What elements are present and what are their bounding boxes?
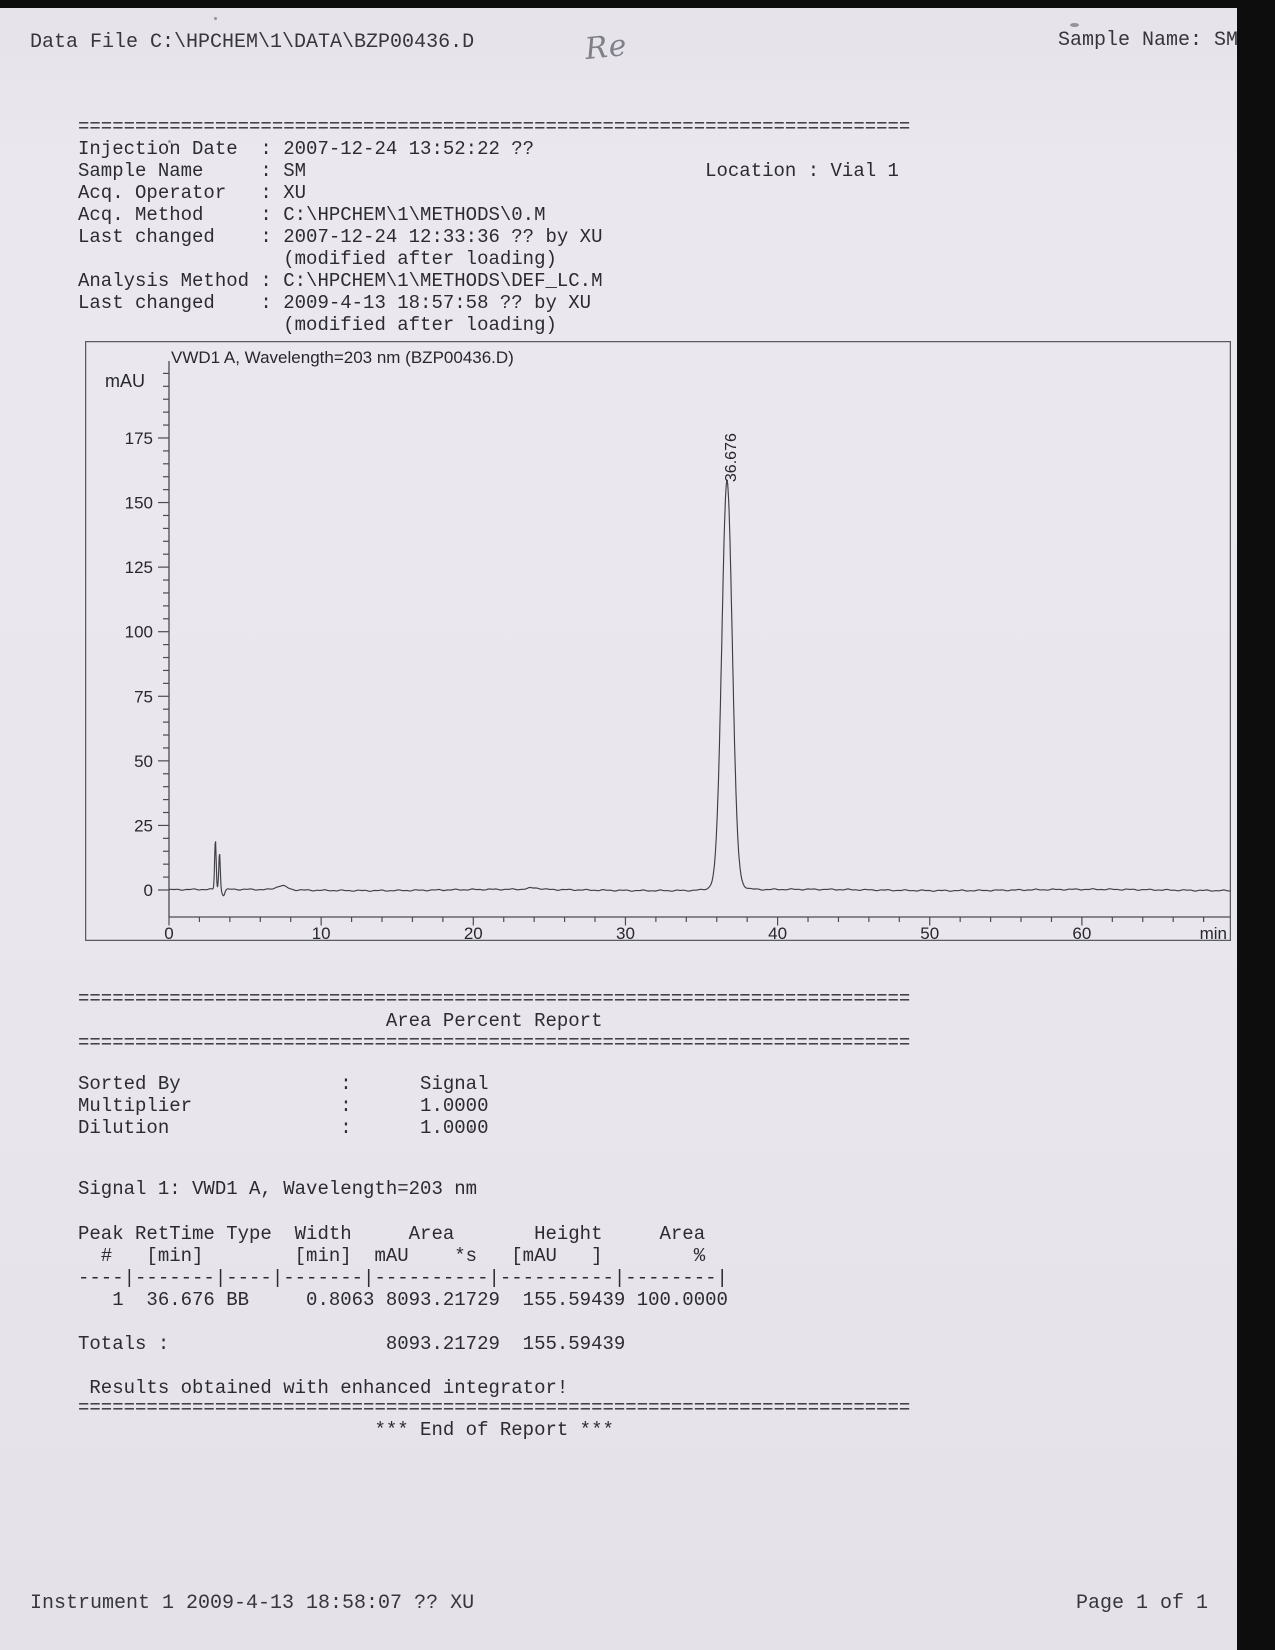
svg-text:30: 30 [615,924,635,941]
info-line-injection-date: Injection Date : 2007-12-24 13:52:22 ?? [78,138,535,160]
svg-text:150: 150 [124,493,153,513]
signal-line: Signal 1: VWD1 A, Wavelength=203 nm [78,1178,478,1200]
scan-border-top [0,0,1275,8]
report-params-block [78,1073,488,1139]
param-sorted-by: Sorted By : Signal [78,1073,489,1095]
data-file-path: Data File C:\HPCHEM\1\DATA\BZP00436.D [30,31,475,54]
scan-border-right [1237,0,1275,1650]
peak-table [78,1223,728,1311]
svg-text:75: 75 [134,687,153,707]
report-separator-top: ========================================================================= [78,988,911,1010]
integrator-note: Results obtained with enhanced integrator! [78,1377,569,1399]
svg-text:25: 25 [134,816,153,836]
svg-text:50: 50 [920,924,940,941]
chromatogram-panel [85,341,1231,941]
info-line-analysis-method: Analysis Method : C:\HPCHEM\1\METHODS\DEF_LC.M [78,270,603,292]
svg-text:60: 60 [1072,924,1092,941]
svg-text:100: 100 [124,622,153,642]
peak-table-ruler: ----|-------|----|-------|----------|----------|--------| [78,1267,728,1289]
report-separator-under-title: ========================================================================= [78,1032,911,1054]
chromatogram-plot [85,341,1231,941]
param-dilution: Dilution : 1.0000 [78,1117,489,1139]
info-line-last-changed-2: Last changed : 2009-4-13 18:57:58 ?? by XU [78,292,592,314]
svg-text:0: 0 [164,924,174,941]
report-end-block [78,1397,910,1441]
totals-line: Totals : 8093.21729 155.59439 [78,1333,626,1355]
report-separator-bottom: ========================================================================= [78,1397,911,1419]
param-multiplier: Multiplier : 1.0000 [78,1095,489,1117]
svg-text:36.676: 36.676 [723,433,740,483]
info-line-last-changed-1: Last changed : 2007-12-24 12:33:36 ?? by XU [78,226,603,248]
footer-page-number: Page 1 of 1 [1075,1592,1208,1615]
scan-speck [214,17,217,20]
footer-instrument: Instrument 1 2009-4-13 18:58:07 ?? XU [30,1592,475,1615]
peak-table-row: 1 36.676 BB 0.8063 8093.21729 155.59439 100.0000 [78,1289,728,1311]
svg-text:min: min [1199,924,1227,941]
peak-table-header-1: Peak RetTime Type Width Area Height Area [78,1223,706,1245]
peak-table-header-2: # [min] [min] mAU *s [mAU ] % [78,1245,706,1267]
svg-text:10: 10 [311,924,331,941]
scan-speck [1070,23,1079,27]
svg-text:0: 0 [143,881,153,900]
info-line-modified-1: (modified after loading) [78,248,557,270]
svg-text:175: 175 [124,428,153,448]
info-line-acq-method: Acq. Method : C:\HPCHEM\1\METHODS\0.M [78,204,546,226]
svg-text:mAU: mAU [105,371,145,391]
svg-text:20: 20 [463,924,483,941]
report-title: Area Percent Report [78,1010,603,1032]
svg-text:40: 40 [768,924,788,941]
info-line-sample-name-location: Sample Name : SM Location : Vial 1 [78,160,899,182]
info-line-modified-2: (modified after loading) [78,314,557,336]
end-of-report: *** End of Report *** [78,1419,614,1441]
handwritten-annotation: Re [583,27,630,68]
info-separator: ========================================================================= [78,116,911,138]
svg-text:VWD1 A, Wavelength=203 nm (BZP: VWD1 A, Wavelength=203 nm (BZP00436.D) [171,348,514,367]
svg-text:125: 125 [124,558,153,578]
svg-text:50: 50 [134,751,153,771]
sample-name-header: Sample Name: SM [1057,29,1238,52]
acquisition-info-block [78,138,899,336]
report-header-block [78,988,910,1054]
info-line-acq-operator: Acq. Operator : XU [78,182,307,204]
